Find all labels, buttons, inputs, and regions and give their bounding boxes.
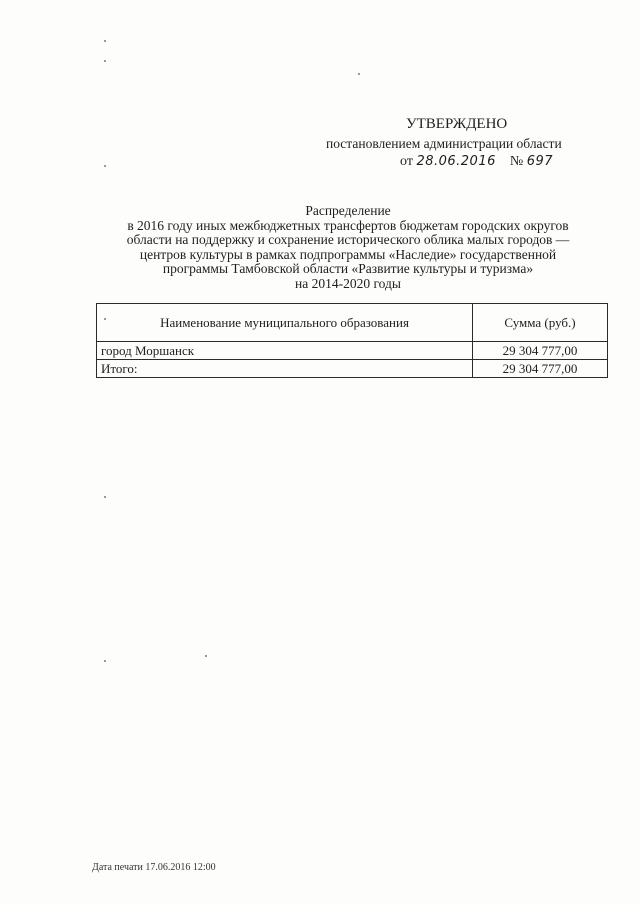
table-row <box>97 342 608 360</box>
column-header-name: Наименование муниципального образования <box>97 304 473 342</box>
heading-line: области на поддержку и сохранение исторического облика малых городов — <box>126 232 570 247</box>
scan-speck <box>358 73 360 75</box>
scan-speck <box>104 40 106 42</box>
print-date: Дата печати 17.06.2016 12:00 <box>92 862 216 873</box>
table-row-total <box>97 360 608 378</box>
distribution-table <box>96 303 608 378</box>
scan-speck <box>205 655 207 657</box>
approval-title: УТВЕРЖДЕНО <box>406 116 508 132</box>
total-amount: 29 304 777,00 <box>473 360 608 378</box>
approval-number: 697 <box>526 154 554 169</box>
heading-line: в 2016 году иных межбюджетных трансфертов бюджетам городских округов <box>127 217 569 233</box>
heading-line: центров культуры в рамках подпрограммы «Наследие» государственной <box>139 246 557 262</box>
scan-speck <box>104 60 106 62</box>
approval-line: постановлением администрации области <box>326 136 562 151</box>
total-label: Итого: <box>97 360 473 378</box>
table-header-row <box>97 304 608 342</box>
scan-speck <box>104 496 106 498</box>
municipality-name: город Моршанск <box>97 342 473 360</box>
heading-line: Распределение <box>305 203 391 218</box>
approval-date: 28.06.2016 <box>416 154 496 169</box>
scan-speck <box>104 165 106 167</box>
amount: 29 304 777,00 <box>473 342 608 360</box>
heading-line: программы Тамбовской области «Развитие культуры и туризма» <box>162 261 534 276</box>
approval-date-number <box>400 154 553 170</box>
number-prefix: № <box>509 154 524 169</box>
document-heading <box>98 204 598 291</box>
heading-line: на 2014-2020 годы <box>295 275 401 291</box>
column-header-sum: Сумма (руб.) <box>473 304 608 342</box>
scan-speck <box>104 660 106 662</box>
date-prefix: от <box>400 154 413 169</box>
